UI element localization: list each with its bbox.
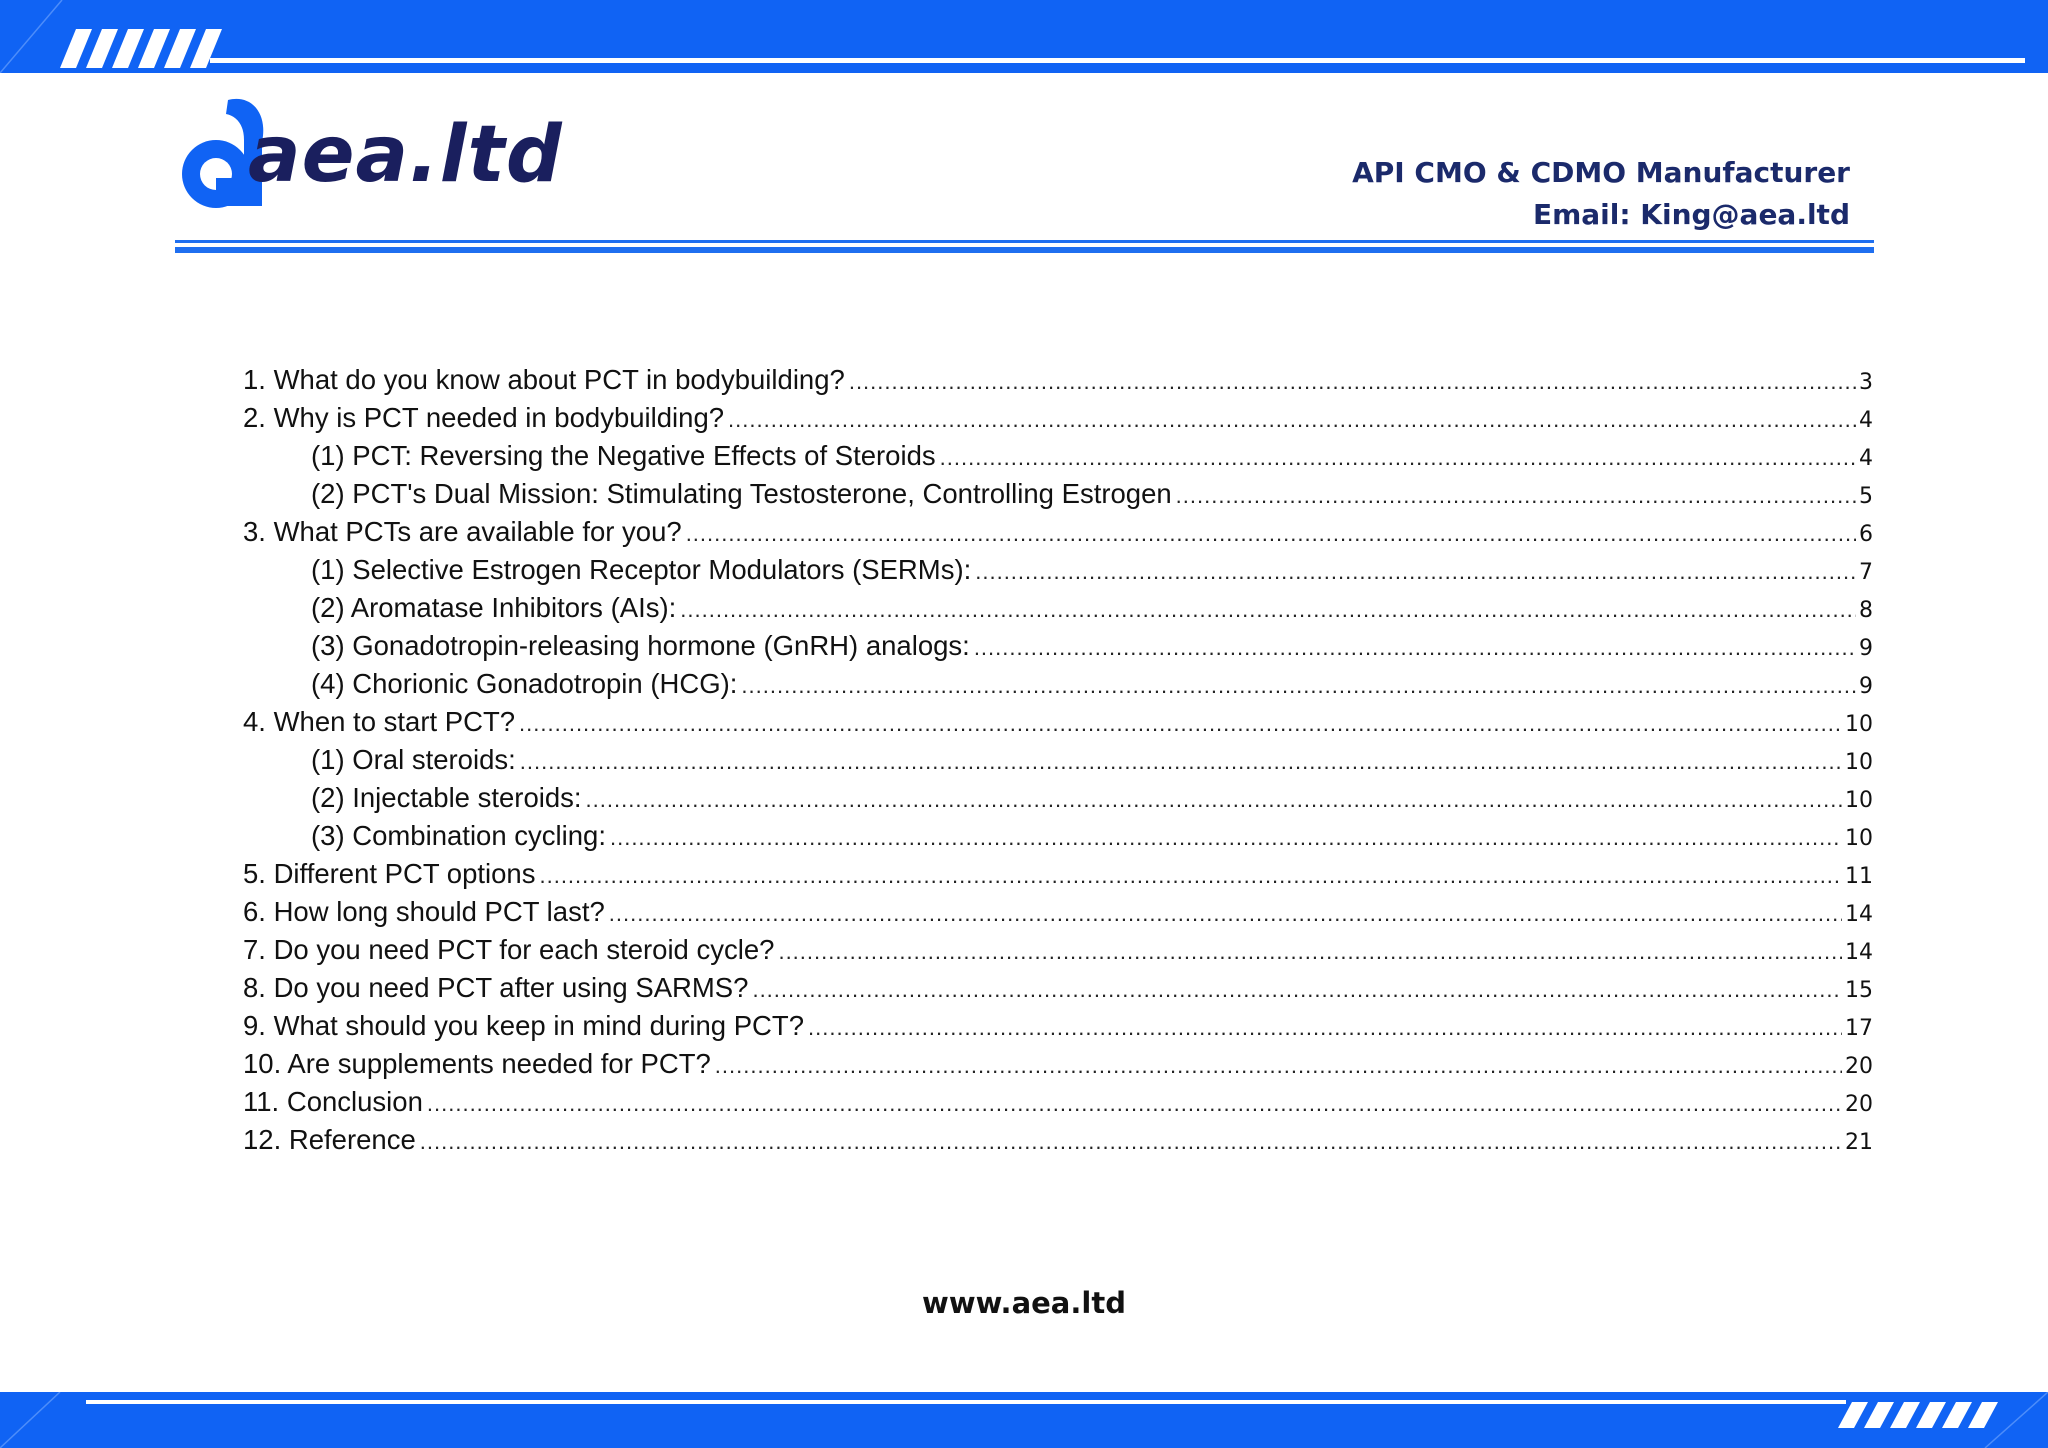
logo-wordmark: aea.ltd xyxy=(248,110,563,200)
toc-dot-leader xyxy=(728,401,1856,439)
toc-entry-title: (3) Gonadotropin-releasing hormone (GnRH) analogs: xyxy=(311,630,970,661)
company-tagline: API CMO & CDMO Manufacturer xyxy=(1352,156,1850,189)
toc-page-number: 10 xyxy=(1845,750,1873,775)
toc-page-number: 9 xyxy=(1859,674,1873,699)
toc-entry-title: (1) Oral steroids: xyxy=(311,744,516,775)
header-divider xyxy=(175,240,1874,243)
toc-dot-leader xyxy=(680,591,1856,629)
toc-dot-leader xyxy=(974,629,1856,667)
toc-entry-title: 11. Conclusion xyxy=(243,1086,423,1117)
toc-page-number: 21 xyxy=(1845,1130,1873,1155)
toc-entry[interactable] xyxy=(243,399,1873,437)
toc-entry[interactable] xyxy=(243,969,1873,1007)
toc-entry-title: 5. Different PCT options xyxy=(243,858,536,889)
toc-dot-leader xyxy=(849,363,1856,401)
toc-entry[interactable] xyxy=(243,703,1873,741)
toc-page-number: 10 xyxy=(1845,788,1873,813)
toc-entry-title: (2) Aromatase Inhibitors (AIs): xyxy=(311,592,677,623)
toc-entry[interactable] xyxy=(243,779,1873,817)
toc-entry[interactable] xyxy=(243,1083,1873,1121)
toc-dot-leader xyxy=(715,1047,1842,1085)
toc-entry-title: 8. Do you need PCT after using SARMS? xyxy=(243,972,749,1003)
toc-dot-leader xyxy=(586,781,1842,819)
toc-page-number: 14 xyxy=(1845,902,1873,927)
toc-dot-leader xyxy=(686,515,1856,553)
toc-entry[interactable] xyxy=(243,817,1873,855)
toc-entry[interactable] xyxy=(243,893,1873,931)
toc-page-number: 4 xyxy=(1859,408,1873,433)
toc-dot-leader xyxy=(1176,477,1856,515)
toc-entry[interactable] xyxy=(243,665,1873,703)
toc-entry-title: (1) PCT: Reversing the Negative Effects of Steroids xyxy=(311,440,936,471)
toc-page-number: 17 xyxy=(1845,1016,1873,1041)
toc-entry-title: (2) PCT's Dual Mission: Stimulating Testosterone, Controlling Estrogen xyxy=(311,478,1172,509)
toc-dot-leader xyxy=(752,971,1842,1009)
toc-entry[interactable] xyxy=(243,437,1873,475)
toc-entry[interactable] xyxy=(243,627,1873,665)
toc-page-number: 9 xyxy=(1859,636,1873,661)
toc-entry[interactable] xyxy=(243,931,1873,969)
toc-entry[interactable] xyxy=(243,1121,1873,1159)
company-logo xyxy=(170,92,563,222)
bottom-stripes-decoration xyxy=(0,1392,2048,1448)
toc-page-number: 20 xyxy=(1845,1054,1873,1079)
table-of-contents xyxy=(243,361,1873,1159)
toc-page-number: 10 xyxy=(1845,826,1873,851)
toc-dot-leader xyxy=(741,667,1856,705)
toc-entry[interactable] xyxy=(243,551,1873,589)
header-contact xyxy=(1352,152,1850,236)
toc-page-number: 8 xyxy=(1859,598,1873,623)
toc-entry[interactable] xyxy=(243,589,1873,627)
bottom-banner xyxy=(0,1392,2048,1448)
toc-page-number: 11 xyxy=(1845,864,1873,889)
toc-entry-title: 7. Do you need PCT for each steroid cycle? xyxy=(243,934,775,965)
toc-page-number: 4 xyxy=(1859,446,1873,471)
toc-dot-leader xyxy=(420,1123,1842,1161)
toc-entry-title: 1. What do you know about PCT in bodybuilding? xyxy=(243,364,845,395)
toc-page-number: 3 xyxy=(1859,370,1873,395)
toc-entry-title: 6. How long should PCT last? xyxy=(243,896,605,927)
toc-page-number: 5 xyxy=(1859,484,1873,509)
toc-entry-title: 3. What PCTs are available for you? xyxy=(243,516,682,547)
header-divider-thick xyxy=(175,247,1874,253)
toc-entry[interactable] xyxy=(243,513,1873,551)
toc-dot-leader xyxy=(808,1009,1842,1047)
toc-page-number: 14 xyxy=(1845,940,1873,965)
toc-dot-leader xyxy=(610,819,1842,857)
toc-dot-leader xyxy=(609,895,1842,933)
toc-entry-title: 4. When to start PCT? xyxy=(243,706,516,737)
toc-dot-leader xyxy=(975,553,1856,591)
footer-website: www.aea.ltd xyxy=(922,1286,1126,1320)
toc-page-number: 10 xyxy=(1845,712,1873,737)
toc-entry-title: (2) Injectable steroids: xyxy=(311,782,582,813)
toc-entry[interactable] xyxy=(243,361,1873,399)
toc-page-number: 7 xyxy=(1859,560,1873,585)
toc-entry-title: (3) Combination cycling: xyxy=(311,820,606,851)
toc-dot-leader xyxy=(539,857,1842,895)
toc-page-number: 15 xyxy=(1845,978,1873,1003)
toc-entry[interactable] xyxy=(243,1007,1873,1045)
toc-entry-title: (1) Selective Estrogen Receptor Modulators (SERMs): xyxy=(311,554,972,585)
toc-entry[interactable] xyxy=(243,741,1873,779)
toc-dot-leader xyxy=(520,743,1842,781)
toc-page-number: 6 xyxy=(1859,522,1873,547)
toc-entry-title: 9. What should you keep in mind during PCT? xyxy=(243,1010,804,1041)
toc-page-number: 20 xyxy=(1845,1092,1873,1117)
toc-entry-title: 12. Reference xyxy=(243,1124,416,1155)
top-stripes-decoration xyxy=(0,0,2048,73)
toc-entry-title: (4) Chorionic Gonadotropin (HCG): xyxy=(311,668,738,699)
toc-dot-leader xyxy=(519,705,1842,743)
toc-entry[interactable] xyxy=(243,1045,1873,1083)
toc-entry-title: 2. Why is PCT needed in bodybuilding? xyxy=(243,402,725,433)
toc-entry[interactable] xyxy=(243,855,1873,893)
toc-dot-leader xyxy=(940,439,1856,477)
toc-entry-title: 10. Are supplements needed for PCT? xyxy=(243,1048,711,1079)
toc-dot-leader xyxy=(778,933,1842,971)
toc-dot-leader xyxy=(427,1085,1842,1123)
toc-entry[interactable] xyxy=(243,475,1873,513)
top-banner xyxy=(0,0,2048,73)
contact-email: Email: King@aea.ltd xyxy=(1532,198,1850,231)
